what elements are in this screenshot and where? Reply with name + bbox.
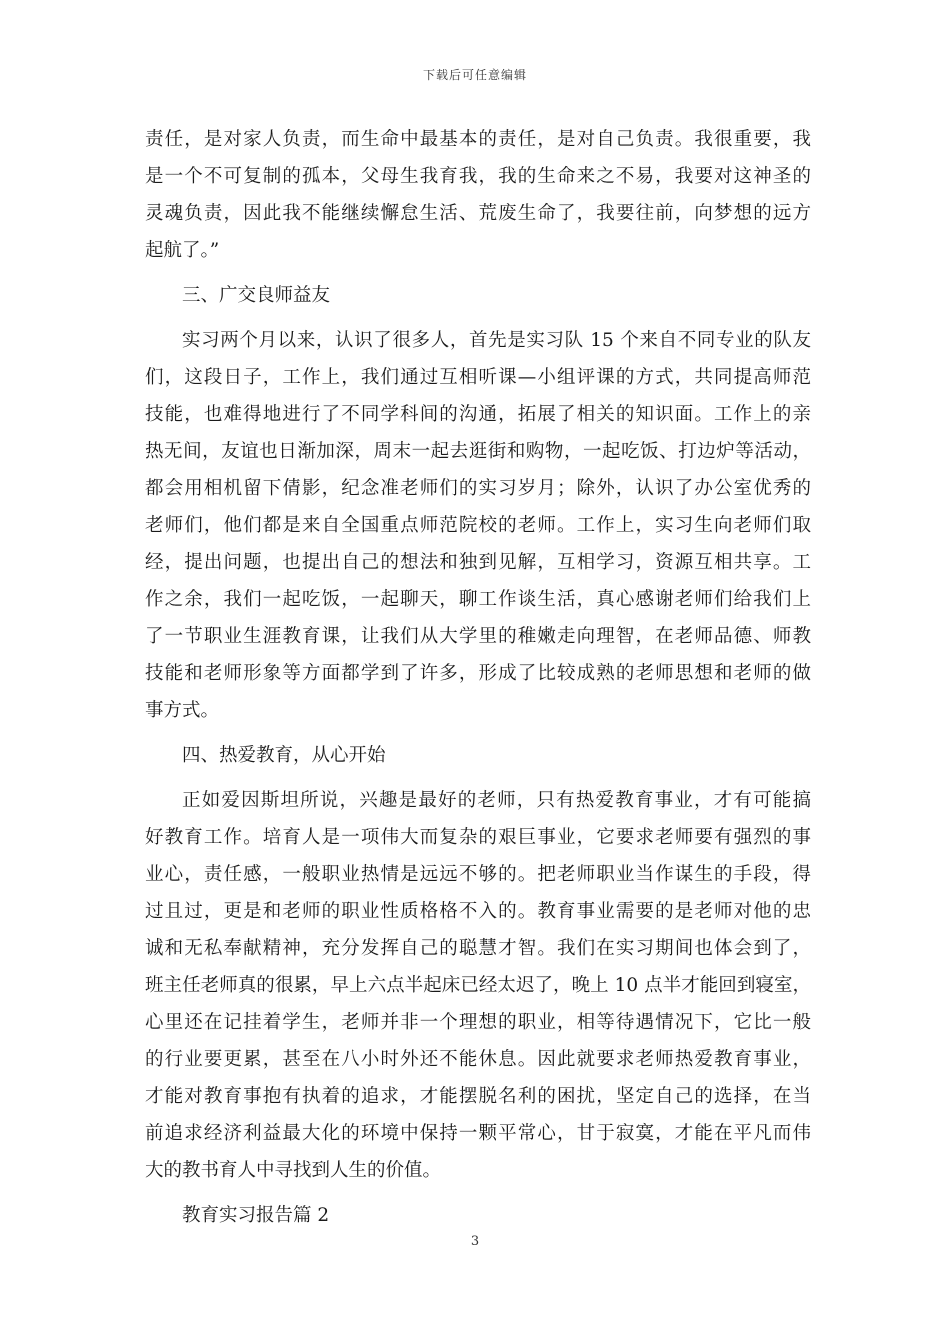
text-line: 诚和无私奉献精神，充分发挥自己的聪慧才智。我们在实习期间也体会到了， bbox=[145, 938, 811, 959]
text-line: 起航了。” bbox=[145, 240, 220, 261]
document-body bbox=[145, 121, 811, 1242]
text-line: 前追求经济利益最大化的环境中保持一颗平常心，甘于寂寞，才能在平凡而伟 bbox=[145, 1123, 811, 1144]
text-line: 技能和老师形象等方面都学到了许多，形成了比较成熟的老师思想和老师的做 bbox=[145, 663, 811, 684]
text-line: 事方式。 bbox=[145, 700, 220, 721]
text-line: 好教育工作。培育人是一项伟大而复杂的艰巨事业，它要求老师要有强烈的事 bbox=[145, 827, 811, 848]
section-heading-4: 四、热爱教育，从心开始 bbox=[182, 745, 386, 766]
text-line: 的行业要更累，甚至在八小时外还不能休息。因此就要求老师热爱教育事业， bbox=[145, 1049, 811, 1070]
paragraph-love-education bbox=[145, 782, 811, 1189]
report-title-part-2: 教育实习报告篇 2 bbox=[182, 1205, 330, 1226]
text-line: 业心，责任感，一般职业热情是远远不够的。把老师职业当作谋生的手段，得 bbox=[145, 864, 811, 885]
text-line: 技能，也难得地进行了不同学科间的沟通，拓展了相关的知识面。工作上的亲 bbox=[145, 404, 811, 425]
page-header: 下载后可任意编辑 bbox=[422, 68, 527, 82]
section-heading-3: 三、广交良师益友 bbox=[182, 285, 331, 306]
text-line: 心里还在记挂着学生，老师并非一个理想的职业，相等待遇情况下，它比一般 bbox=[145, 1012, 811, 1033]
text-line: 都会用相机留下倩影，纪念准老师们的实习岁月；除外，认识了办公室优秀的 bbox=[145, 478, 811, 499]
text-line: 是一个不可复制的孤本，父母生我育我，我的生命来之不易，我要对这神圣的 bbox=[145, 166, 811, 187]
text-line: 责任，是对家人负责，而生命中最基本的责任，是对自己负责。我很重要，我 bbox=[145, 129, 811, 150]
text-line: 班主任老师真的很累，早上六点半起床已经太迟了，晚上 10 点半才能回到寝室， bbox=[145, 975, 811, 996]
text-line: 实习两个月以来，认识了很多人，首先是实习队 15 个来自不同专业的队友 bbox=[182, 330, 811, 351]
text-line: 热无间，友谊也日渐加深，周末一起去逛街和购物，一起吃饭、打边炉等活动， bbox=[145, 441, 811, 462]
page-number: 3 bbox=[470, 1234, 480, 1249]
paragraph-responsibility bbox=[145, 121, 811, 269]
text-line: 正如爱因斯坦所说，兴趣是最好的老师，只有热爱教育事业，才有可能搞 bbox=[182, 790, 811, 811]
text-line: 才能对教育事抱有执着的追求，才能摆脱名利的困扰，坚定自己的选择，在当 bbox=[145, 1086, 811, 1107]
text-line: 了一节职业生涯教育课，让我们从大学里的稚嫩走向理智，在老师品德、师教 bbox=[145, 626, 811, 647]
paragraph-friends bbox=[145, 322, 811, 729]
text-line: 灵魂负责，因此我不能继续懈怠生活、荒废生命了，我要往前，向梦想的远方 bbox=[145, 203, 811, 224]
text-line: 过且过，更是和老师的职业性质格格不入的。教育事业需要的是老师对他的忠 bbox=[145, 901, 811, 922]
text-line: 老师们，他们都是来自全国重点师范院校的老师。工作上，实习生向老师们取 bbox=[145, 515, 811, 536]
text-line: 大的教书育人中寻找到人生的价值。 bbox=[145, 1160, 442, 1181]
text-line: 经，提出问题，也提出自己的想法和独到见解，互相学习，资源互相共享。工 bbox=[145, 552, 811, 573]
text-line: 作之余，我们一起吃饭，一起聊天，聊工作谈生活，真心感谢老师们给我们上 bbox=[145, 589, 811, 610]
text-line: 们，这段日子，工作上，我们通过互相听课—小组评课的方式，共同提高师范 bbox=[145, 367, 811, 388]
